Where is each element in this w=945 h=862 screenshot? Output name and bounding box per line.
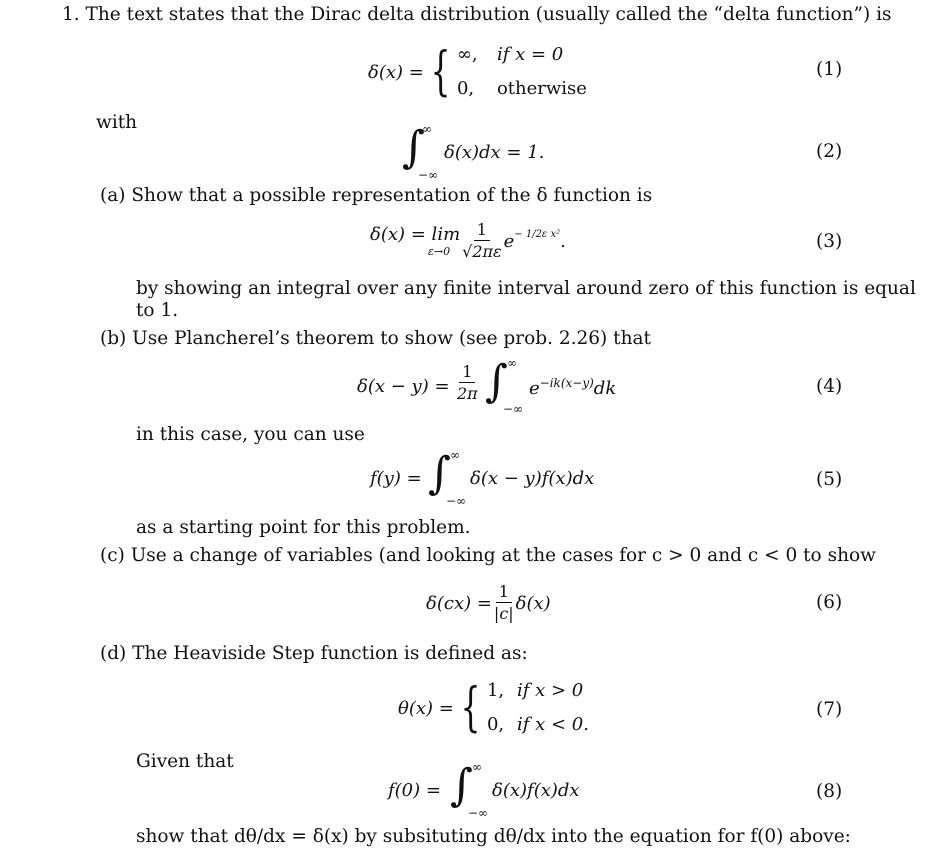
- eq5-upper-limit: ∞: [450, 448, 460, 462]
- problem-number: 1.: [62, 4, 80, 25]
- eq6-frac-num: 1: [496, 584, 512, 603]
- eq3-exp-power: − 1/2ε x²: [514, 228, 561, 240]
- eq7-case1-cond: if x > 0: [516, 679, 584, 701]
- eq3-tag: (3): [816, 231, 843, 252]
- eq5-lower-limit: −∞: [446, 494, 467, 508]
- eq3-lim-sub: ε→0: [428, 244, 451, 258]
- eq6-tag: (6): [816, 592, 843, 613]
- eq4-fraction: [457, 364, 478, 402]
- equation-6: [426, 575, 551, 631]
- part-a-label: (a): [100, 185, 126, 206]
- part-a-follow-2: to 1.: [136, 300, 179, 321]
- eq4-integral-sign: ∫: [485, 356, 508, 407]
- eq1-case2-value: 0,: [456, 78, 475, 99]
- eq4-body-group: [529, 376, 616, 399]
- eq4-body-power: −ik(x−y): [539, 376, 594, 390]
- eq3-exp-base: e: [503, 230, 515, 252]
- eq7-case2-value: 0,: [486, 714, 505, 735]
- eq2-body: δ(x)dx = 1.: [444, 142, 545, 163]
- eq6-fraction: [494, 584, 514, 622]
- eq8-upper-limit: ∞: [472, 760, 482, 774]
- eq4-body: e: [529, 378, 540, 399]
- eq1-lhs: δ(x) =: [368, 61, 424, 83]
- part-d-label: (d): [100, 643, 127, 664]
- equation-3: δ(x) = lim ε→0 $\frac{1}{√2\pi\varepsilon}$ e − 1/2ε x² .: [370, 220, 566, 261]
- part-c-line: [100, 545, 876, 566]
- eq8-lower-limit: −∞: [468, 806, 489, 820]
- eq2-lower-limit: −∞: [418, 168, 439, 182]
- eq2-tag: (2): [816, 141, 843, 162]
- eq8-lhs: f(0) =: [388, 780, 441, 801]
- eq5-integral-sign: ∫: [428, 448, 451, 499]
- eq3-lim: [370, 223, 461, 258]
- part-b-follow-2: as a starting point for this problem.: [136, 517, 471, 538]
- problem-intro: The text states that the Dirac delta distribution (usually called the “delta function”) is: [85, 4, 892, 25]
- eq7-case2-cond: if x < 0.: [516, 714, 589, 735]
- part-a-text: Show that a possible representation of the δ function is: [131, 185, 653, 206]
- part-b-text: Use Plancherel’s theorem to show (see prob. 2.26) that: [132, 328, 651, 349]
- eq1-case1-value: ∞,: [456, 43, 478, 65]
- eq4-tag: (4): [816, 376, 843, 397]
- eq7-lhs: θ(x) =: [398, 697, 454, 719]
- eq1-case2-cond: otherwise: [496, 78, 587, 99]
- eq1-case1-cond: if x = 0: [496, 43, 564, 65]
- eq1-tag: (1): [816, 59, 843, 80]
- eq6-lhs: δ(cx) =: [426, 592, 492, 614]
- eq3-fraction: [462, 222, 501, 260]
- eq7-case1-value: 1,: [486, 679, 505, 701]
- part-c-label: (c): [100, 545, 125, 566]
- eq5-body: δ(x − y)f(x)dx: [470, 468, 595, 489]
- eq7-brace: {: [460, 678, 481, 738]
- eq4-lower-limit: −∞: [503, 402, 524, 416]
- eq4-frac-num: 1: [459, 364, 475, 383]
- eq6-frac-den: |c|: [493, 604, 514, 623]
- eq7-cases: [487, 674, 589, 742]
- equation-7: [398, 676, 589, 740]
- part-d-line: [100, 643, 528, 664]
- eq4-lhs: δ(x − y) =: [357, 376, 450, 397]
- eq1-brace: {: [430, 42, 451, 102]
- eq4-upper-limit: ∞: [507, 356, 517, 370]
- part-a-follow-1: by showing an integral over any finite interval around zero of this function is equal: [136, 278, 916, 299]
- eq3-lhs: δ(x) = lim: [370, 223, 461, 245]
- eq5-tag: (5): [816, 469, 843, 490]
- eq4-body-tail: dk: [593, 378, 617, 399]
- eq1-cases: [457, 38, 587, 106]
- eq4-frac-den: 2π: [457, 384, 478, 403]
- part-d-closing: show that dθ/dx = δ(x) by subsituting dθ/dx into the equation for f(0) above:: [136, 826, 851, 847]
- part-d-text: The Heaviside Step function is defined as:: [132, 643, 528, 664]
- eq7-tag: (7): [816, 699, 843, 720]
- equation-1: [368, 42, 587, 102]
- eq2-upper-limit: ∞: [422, 122, 432, 136]
- part-c-text: Use a change of variables (and looking at the cases for c > 0 and c < 0 to show: [130, 545, 876, 566]
- eq6-rhs: δ(x): [515, 592, 551, 614]
- eq3-frac-num: 1: [474, 222, 490, 241]
- part-b-line: [100, 328, 651, 349]
- eq2-integral-sign: ∫: [402, 122, 425, 173]
- part-a-line: [100, 185, 652, 206]
- eq5-lhs: f(y) =: [370, 468, 422, 489]
- eq8-tag: (8): [816, 781, 843, 802]
- part-b-label: (b): [100, 328, 127, 349]
- part-d-given: Given that: [136, 751, 234, 772]
- eq8-body: δ(x)f(x)dx: [492, 780, 580, 801]
- problem-intro-line: [62, 4, 891, 25]
- eq3-frac-den: √2πε: [462, 242, 502, 261]
- part-b-follow: in this case, you can use: [136, 424, 365, 445]
- with-label: with: [96, 112, 138, 133]
- eq8-integral-sign: ∫: [450, 760, 473, 811]
